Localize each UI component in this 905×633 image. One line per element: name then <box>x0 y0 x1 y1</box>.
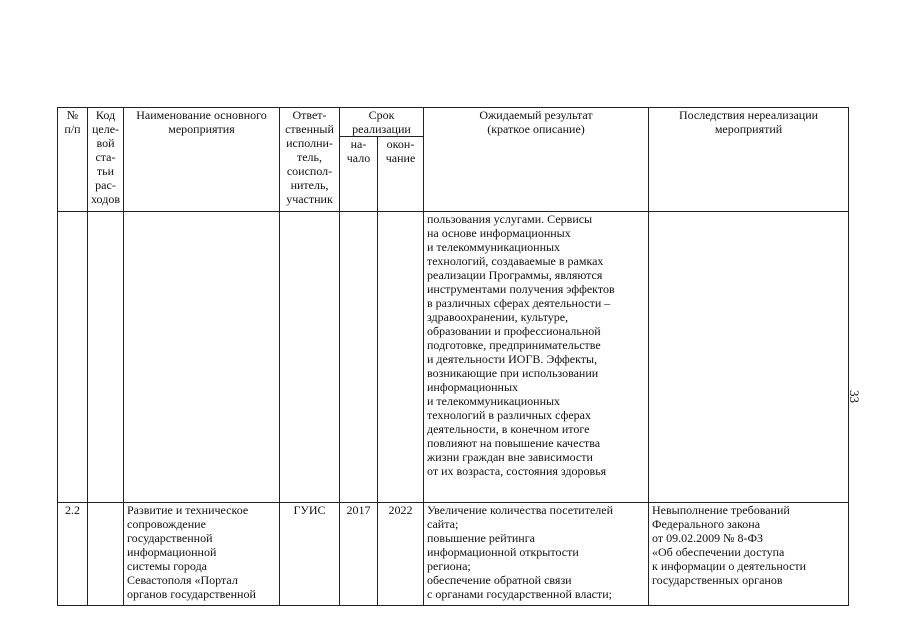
header-end: окон- чание <box>378 137 424 212</box>
header-responsible: Ответ- ственный исполни- тель, соиспол- нитель, участник <box>280 108 340 212</box>
header-start: на- чало <box>340 137 378 212</box>
cell-responsible: ГУИС <box>280 503 340 606</box>
table-row <box>58 212 849 503</box>
header-name: Наименование основного мероприятия <box>124 108 280 212</box>
cell-consequences: Невыполнение требований Федерального закона от 09.02.2009 № 8-ФЗ «Об обеспечении доступа к информации о деятельности государственных органов <box>649 503 849 606</box>
cell-num <box>58 212 88 503</box>
cell-name <box>124 212 280 503</box>
cell-end <box>378 212 424 503</box>
header-num: № п/п <box>58 108 88 212</box>
cell-start: 2017 <box>340 503 378 606</box>
page-number: 33 <box>847 390 862 403</box>
cell-end: 2022 <box>378 503 424 606</box>
cell-start <box>340 212 378 503</box>
activities-table <box>57 107 849 606</box>
cell-code <box>88 503 124 606</box>
cell-consequences <box>649 212 849 503</box>
header-result: Ожидаемый результат (краткое описание) <box>424 108 649 212</box>
header-term: Срок реализации <box>340 108 424 137</box>
cell-code <box>88 212 124 503</box>
table-row <box>58 503 849 606</box>
cell-responsible <box>280 212 340 503</box>
cell-num: 2.2 <box>58 503 88 606</box>
cell-name: Развитие и техническое сопровождение государственной информационной системы города Севастополя «Портал органов государственной <box>124 503 280 606</box>
header-code: Код целе- вой ста- тьи рас- ходов <box>88 108 124 212</box>
header-consequences: Последствия нереализации мероприятий <box>649 108 849 212</box>
cell-result: пользования услугами. Сервисы на основе информационных и телекоммуникационных технологий, создаваемые в рамках реализации Программы, являются инструментами получения эффектов в различных сферах деятельности – здравоохранении, культуре, образовании и профессиональной подготовке, предпринимательстве и деятельности ИОГВ. Эффекты, возникающие при использовании информационных и телекоммуникационных технологий в различных сферах деятельности, в конечном итоге повлияют на повышение качества жизни граждан вне зависимости от их возраста, состояния здоровья <box>424 212 649 503</box>
header-row-1 <box>58 108 849 137</box>
cell-result: Увеличение количества посетителей сайта; повышение рейтинга информационной открытости региона; обеспечение обратной связи с органами государственной власти; <box>424 503 649 606</box>
